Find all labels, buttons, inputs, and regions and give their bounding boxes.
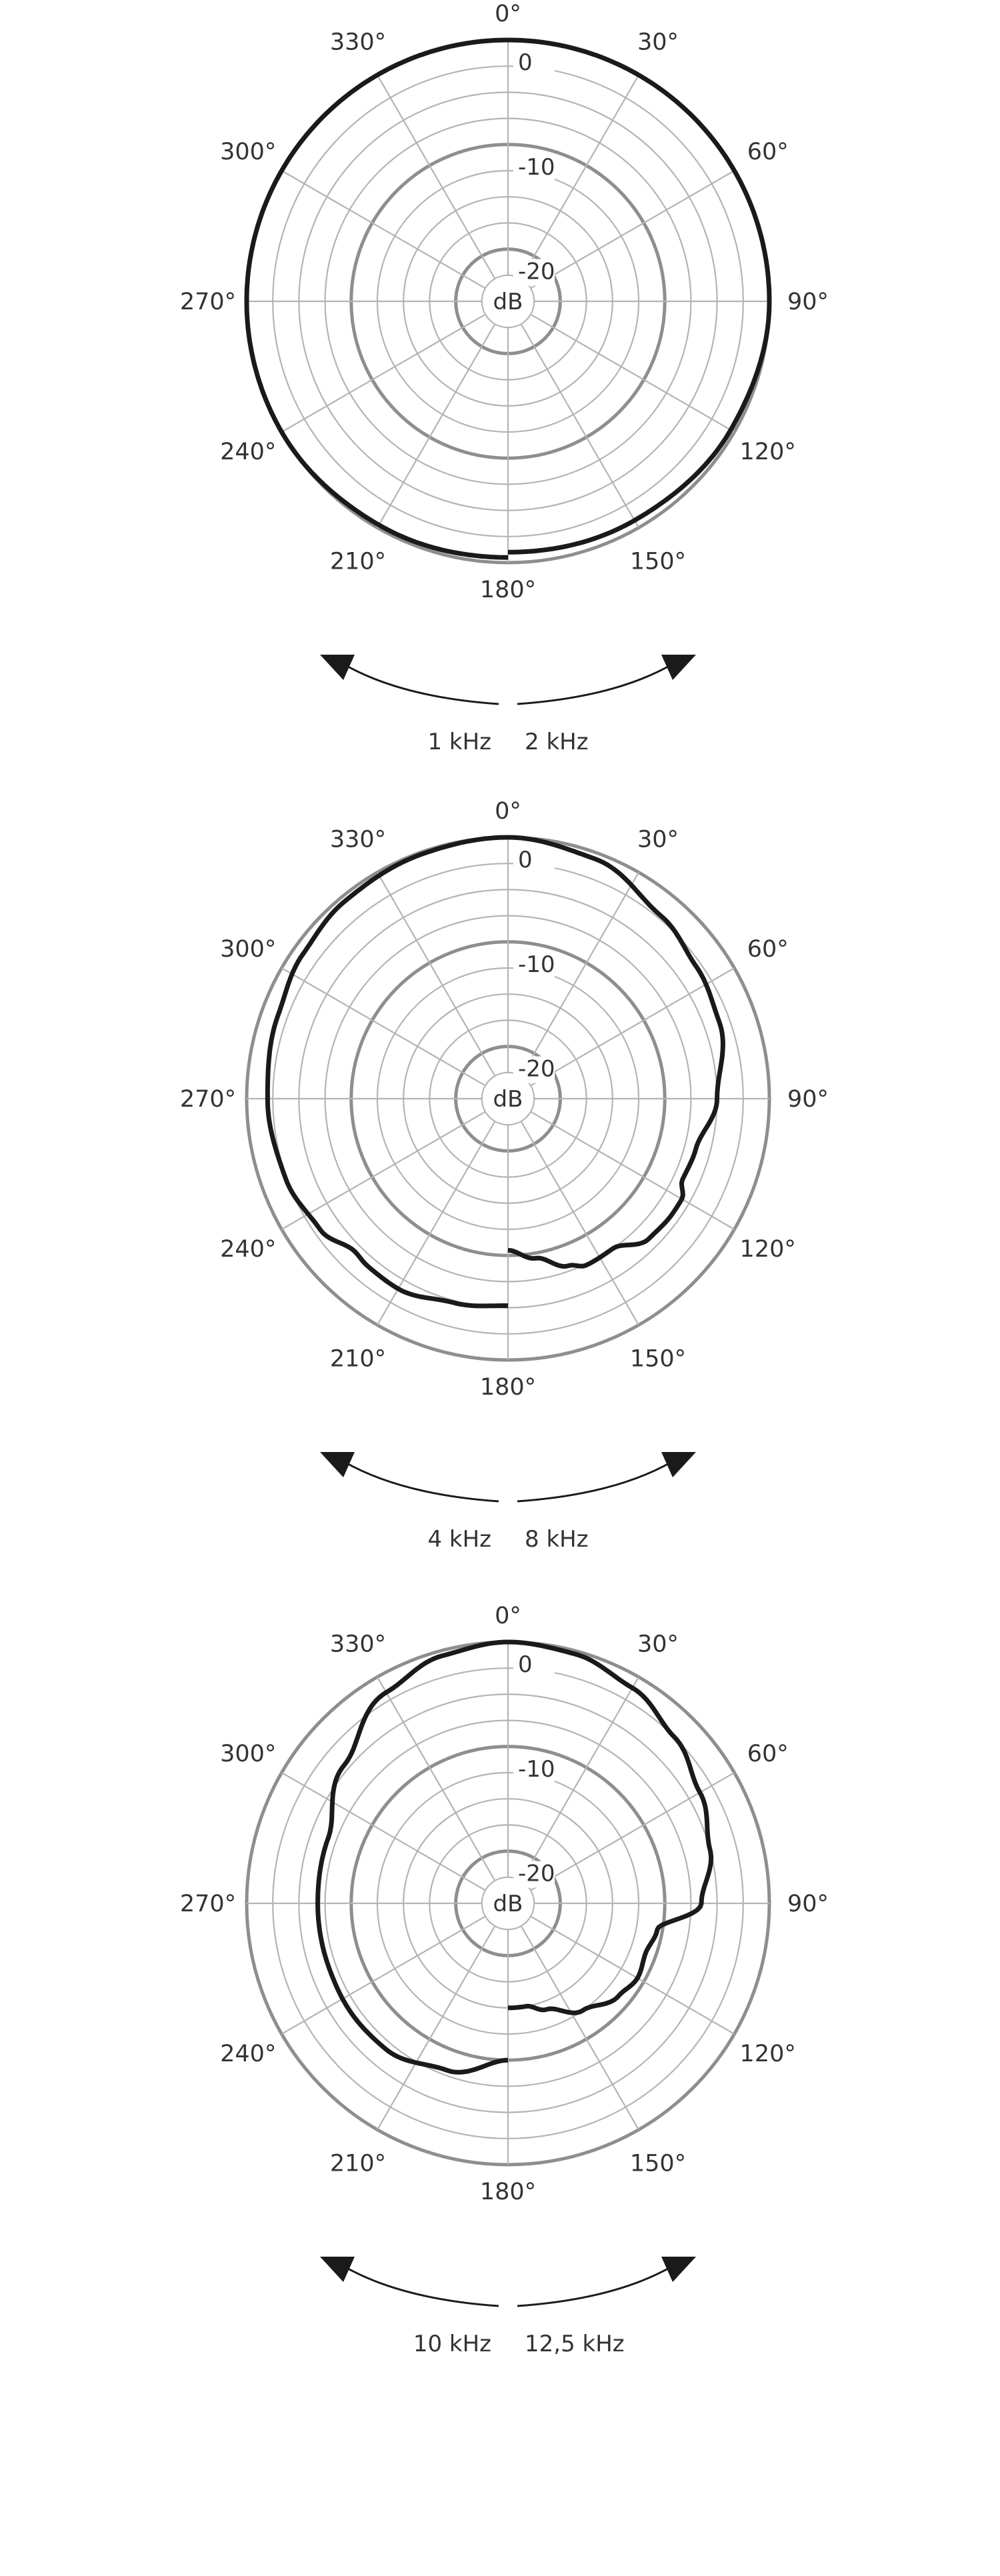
r-tick-label: 0 (518, 847, 533, 873)
r-tick-label: 0 (518, 49, 533, 76)
angle-label: 270° (179, 289, 237, 315)
left-frequency-label: 10 kHz (413, 2331, 491, 2357)
r-tick-label: -10 (518, 951, 555, 978)
angle-label: 0° (495, 1, 521, 27)
response-curve-right (508, 837, 723, 1267)
r-tick-label: -20 (518, 258, 555, 285)
angle-label: 300° (220, 1741, 277, 1767)
angle-label: 30° (637, 1631, 679, 1658)
right-arrow-arc (517, 1461, 673, 1501)
angle-label: 210° (329, 1345, 387, 1373)
r-tick-label: -10 (518, 153, 555, 181)
angle-label: 90° (787, 1891, 829, 1917)
angle-label: 330° (329, 826, 387, 853)
angle-label: 240° (220, 2041, 277, 2067)
angle-label: 30° (637, 826, 679, 853)
angle-label: 300° (220, 139, 277, 165)
angle-label: 180° (479, 2179, 537, 2205)
right-arrow-arc (517, 664, 673, 704)
r-tick-label: -20 (518, 1055, 555, 1083)
left-arrow-arc (343, 2266, 499, 2306)
left-arrow-arc (343, 1461, 499, 1501)
left-frequency-label: 4 kHz (427, 1526, 491, 1553)
response-curve-left (318, 1642, 508, 2072)
angle-label: 180° (479, 1374, 537, 1401)
angle-label: 30° (637, 29, 679, 56)
left-arrow-arc (343, 664, 499, 704)
angle-label: 90° (787, 1086, 829, 1113)
angle-label: 60° (747, 1741, 789, 1767)
polar-chart-2 (180, 798, 829, 1553)
angle-label: 120° (739, 439, 796, 465)
angle-label: 150° (629, 1345, 687, 1373)
angle-label: 150° (629, 2150, 687, 2177)
r-tick-label: -10 (518, 1755, 555, 1783)
angle-label: 270° (179, 1086, 237, 1113)
angle-label: 90° (787, 289, 829, 315)
angle-label: 120° (739, 1236, 796, 1263)
left-frequency-label: 1 kHz (427, 729, 491, 755)
angle-label: 210° (329, 2150, 387, 2177)
angle-label: 0° (495, 798, 521, 825)
angle-label: 300° (220, 936, 277, 963)
polar-chart-3 (180, 1603, 829, 2357)
angle-label: 330° (329, 29, 387, 56)
angle-label: 210° (329, 548, 387, 575)
right-frequency-label: 2 kHz (525, 729, 589, 755)
right-arrow-arc (517, 2266, 673, 2306)
right-frequency-label: 12,5 kHz (525, 2331, 625, 2357)
center-db-label: dB (493, 1086, 523, 1113)
angle-label: 330° (329, 1631, 387, 1658)
angle-label: 60° (747, 139, 789, 165)
r-tick-label: -20 (518, 1860, 555, 1887)
angle-label: 0° (495, 1603, 521, 1629)
right-frequency-label: 8 kHz (525, 1526, 589, 1553)
angle-label: 180° (479, 577, 537, 603)
center-db-label: dB (493, 1891, 523, 1917)
r-tick-label: 0 (518, 1651, 533, 1678)
angle-label: 120° (739, 2041, 796, 2067)
center-db-label: dB (493, 289, 523, 315)
angle-label: 60° (747, 936, 789, 963)
angle-label: 240° (220, 439, 277, 465)
angle-label: 240° (220, 1236, 277, 1263)
angle-label: 150° (629, 548, 687, 575)
angle-label: 270° (179, 1891, 237, 1917)
polar-chart-1 (180, 1, 829, 755)
